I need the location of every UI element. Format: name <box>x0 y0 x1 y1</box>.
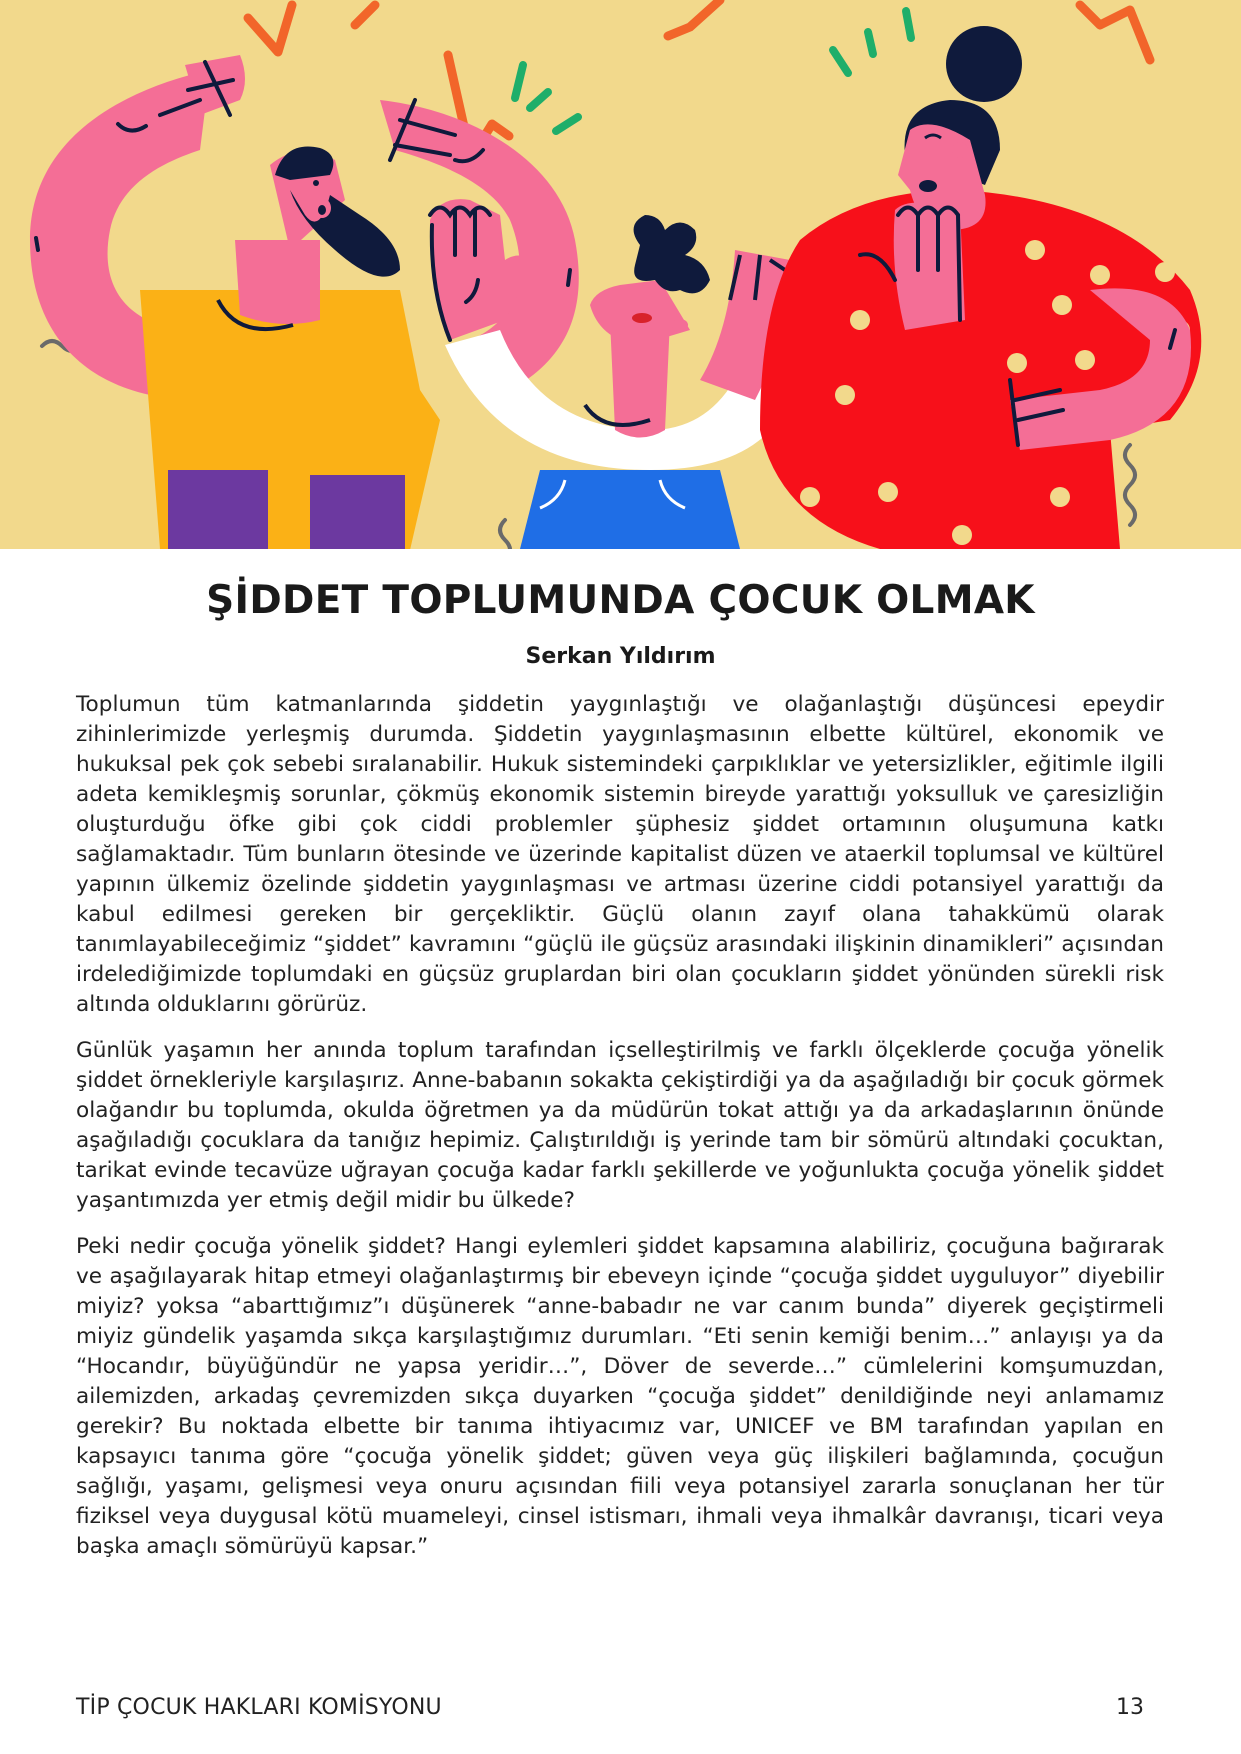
family-conflict-illustration <box>0 0 1241 549</box>
footer-publisher: TİP ÇOCUK HAKLARI KOMİSYONU <box>76 1695 442 1720</box>
page-number: 13 <box>1116 1695 1144 1720</box>
article-paragraph: Günlük yaşamın her anında toplum tarafından içselleştirilmiş ve farklı ölçeklerde çocuğa yönelik şiddet örnekleriyle karşılaşırız. Anne-babanın sokakta çekiştirdiği ya da aşağıladığı bir çocuk görmek olağandır bu toplumda, okulda öğretmen ya da müdürün tokat attığı ya da arkadaşlarının önünde aşağıladığı çocuklara da tanığız hepimiz. Çalıştırıldığı iş yerinde tam bir sömürü altındaki çocuktan, tarikat evinde tecavüze uğrayan çocuğa kadar farklı şekillerde ve yoğunlukta çocuğa yönelik şiddet yaşantımızda yer etmiş değil midir bu ülkede? <box>76 1038 1164 1213</box>
article-body <box>76 690 1164 1578</box>
article-title: ŞİDDET TOPLUMUNDA ÇOCUK OLMAK <box>206 578 1035 623</box>
article-paragraph: Toplumun tüm katmanlarında şiddetin yaygınlaştığı ve olağanlaştığı düşüncesi epeydir zihinlerimizde yerleşmiş durumda. Şiddetin yaygınlaşmasının elbette kültürel, ekonomik ve hukuksal pek çok sebebi sıralanabilir. Hukuk sistemindeki çarpıklıklar ve yetersizlikler, eğitimle ilgili adeta kemikleşmiş sorunlar, çökmüş ekonomik sistemin bireyde yarattığı yoksulluk ve çaresizliğin oluşturduğu öfke gibi çok ciddi problemler şüphesiz şiddet ortamının oluşumuna katkı sağlamaktadır. Tüm bunların ötesinde ve üzerinde kapitalist düzen ve ataerkil toplumsal ve kültürel yapının ülkemiz özelinde şiddetin yaygınlaşması ve artması üzerine ciddi potansiyel yarattığı da kabul edilmesi gereken bir gerçekliktir. Güçlü olanın zayıf olana tahakkümü olarak tanımlayabileceğimiz “şiddet” kavramını “güçlü ile güçsüz arasındaki ilişkinin dinamikleri” açısından irdelediğimizde toplumdaki en güçsüz gruplardan biri olan çocukların şiddet yönünden sürekli risk altında olduklarını görürüz. <box>76 692 1164 1017</box>
article-author: Serkan Yıldırım <box>525 644 716 669</box>
article-paragraph: Peki nedir çocuğa yönelik şiddet? Hangi eylemleri şiddet kapsamına alabiliriz, çocuğuna bağırarak ve aşağılayarak hitap etmeyi olağanlaştırmış bir ebeveyn içinde “çocuğa şiddet uyguluyor” diyebilir miyiz? yoksa “abarttığımız”ı düşünerek “anne-babadır ne var canım bunda” diyerek geçiştirmeli miyiz gündelik yaşamda sıkça karşılaştığımız durumları. “Eti senin kemiği benim…” anlayışı ya da “Hocandır, büyüğündür ne yapsa yeridir…”, Döver de severde…” cümlelerini komşumuzdan, ailemizden, arkadaş çevremizden sıkça duyarken “çocuğa şiddet” denildiğinde neyi anlamamız gerekir? Bu noktada elbette bir tanıma ihtiyacımız var, UNICEF ve BM tarafından yapılan en kapsayıcı tanıma göre “çocuğa yönelik şiddet; güven veya güç ilişkileri bağlamında, çocuğun sağlığı, yaşamı, gelişmesi veya onuru açısından fiili veya potansiyel zararla sonuçlanan her tür fiziksel veya duygusal kötü muameleyi, cinsel istismarı, ihmali veya ihmalkâr davranışı, ticari veya başka amaçlı sömürüyü kapsar.” <box>76 1234 1164 1559</box>
article-illustration <box>0 0 1241 549</box>
